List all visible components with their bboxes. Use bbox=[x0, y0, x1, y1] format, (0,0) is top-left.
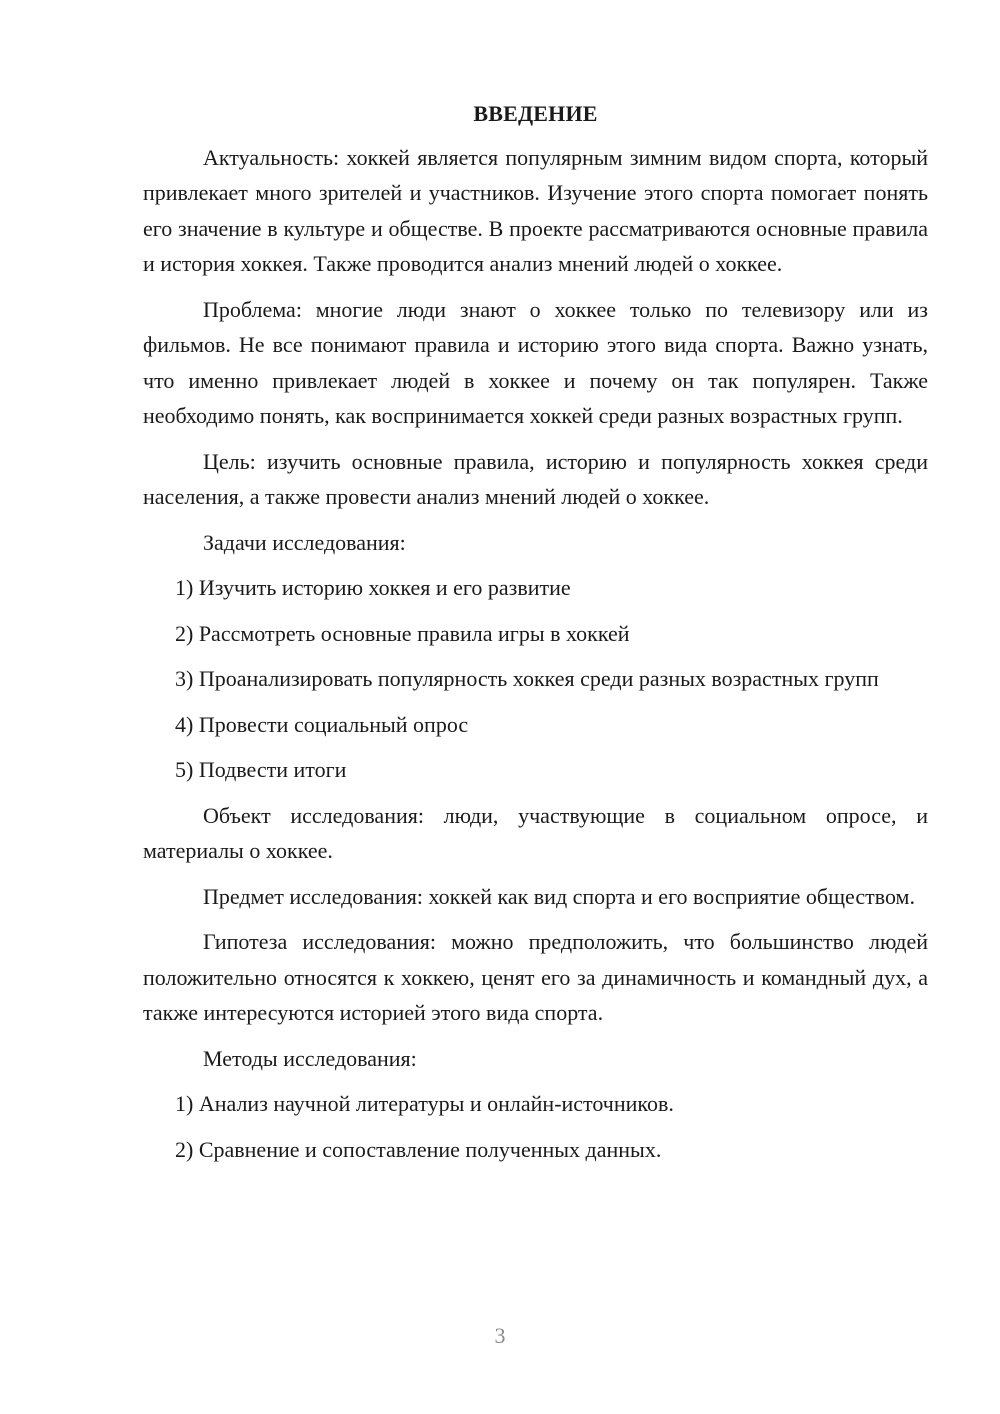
task-item: 3) Проанализировать популярность хоккея среди разных возрастных групп bbox=[175, 666, 879, 691]
method-item: 2) Сравнение и сопоставление полученных данных. bbox=[175, 1136, 662, 1162]
tasks-title: Задачи исследования: bbox=[203, 529, 406, 555]
task-item: 2) Рассмотреть основные правила игры в хоккей bbox=[175, 620, 630, 646]
section-heading: ВВЕДЕНИЕ bbox=[473, 101, 598, 126]
subject-paragraph: Предмет исследования: хоккей как вид спорта и его восприятие обществом. bbox=[203, 883, 915, 909]
problem-paragraph: Проблема: многие люди знают о хоккее только по телевизору или из фильмов. Не все понимают правила и историю этого вида спорта. Важно узнать, что именно привлекает людей в хоккее и почему он так популярен. Также необходимо понять, как воспринимается хоккей среди разных возрастных групп. bbox=[143, 296, 928, 428]
method-item: 1) Анализ научной литературы и онлайн-источников. bbox=[175, 1091, 674, 1116]
task-item: 5) Подвести итоги bbox=[175, 757, 347, 782]
methods-title: Методы исследования: bbox=[203, 1045, 417, 1071]
goal-paragraph: Цель: изучить основные правила, историю и популярность хоккея среди населения, а также провести анализ мнений людей о хоккее. bbox=[143, 448, 928, 509]
task-item: 4) Провести социальный опрос bbox=[175, 711, 469, 737]
relevance-paragraph: Актуальность: хоккей является популярным зимним видом спорта, который привлекает много зрителей и участников. Изучение этого спорта помогает понять его значение в культуре и обществе. В проекте рассматриваются основные правила и история хоккея. Также проводится анализ мнений людей о хоккее. bbox=[143, 144, 928, 276]
hypothesis-paragraph: Гипотеза исследования: можно предположить, что большинство людей положительно относятся к хоккею, ценят его за динамичность и командный дух, а также интересуются историей этого вида спорта. bbox=[143, 929, 928, 1025]
page-number: 3 bbox=[494, 1323, 506, 1348]
document-page bbox=[143, 96, 928, 1177]
task-item: 1) Изучить историю хоккея и его развитие bbox=[175, 575, 571, 600]
object-paragraph: Объект исследования: люди, участвующие в социальном опросе, и материалы о хоккее. bbox=[143, 802, 928, 863]
